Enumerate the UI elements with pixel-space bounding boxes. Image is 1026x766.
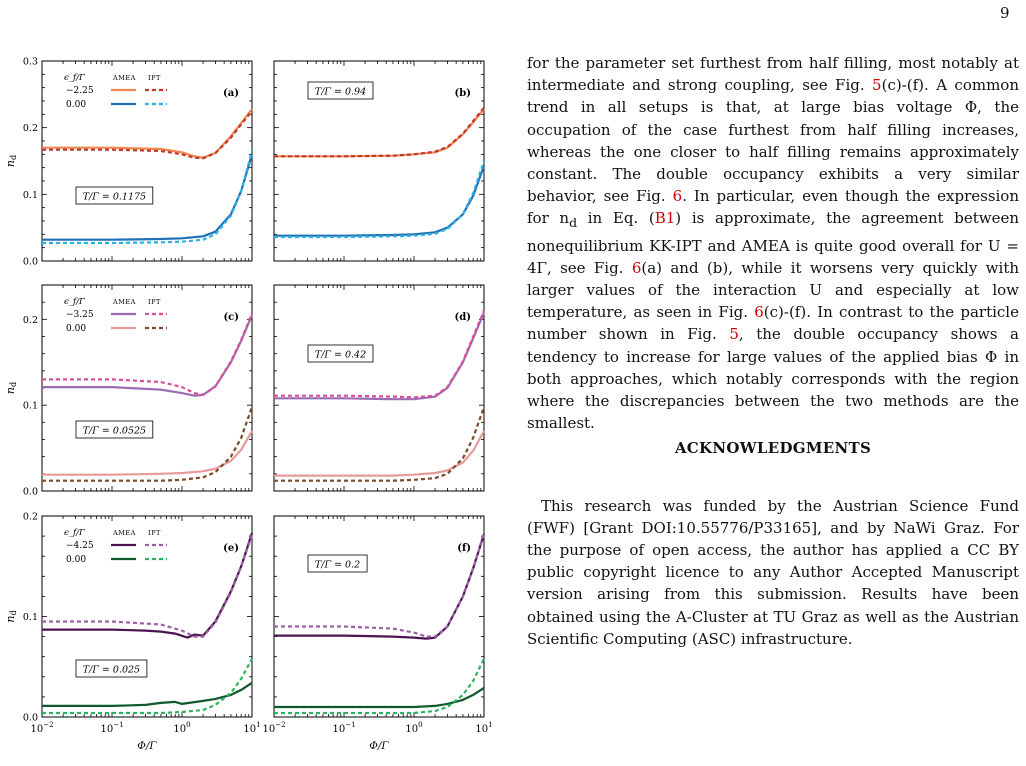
y-tick-label: 0.0 xyxy=(22,712,38,724)
series-line-amea-2 xyxy=(274,688,484,707)
panel-letter: (b) xyxy=(454,88,471,99)
legend-header: IPT xyxy=(148,298,161,306)
x-tick-label: $10^{-1}$ xyxy=(332,721,356,735)
series-line-ipt-3 xyxy=(274,659,484,713)
figure-reference-link[interactable]: 5 xyxy=(872,76,882,95)
legend-header: IPT xyxy=(148,74,161,82)
text-run: , the double occupancy shows a tendency to increase for large values of the applied bias Φ in both approaches, which notably corresponds with the region where the discrepancies between the two methods are the smallest. xyxy=(527,325,1019,433)
temperature-label: T/Γ = 0.42 xyxy=(314,349,367,361)
subscript: d xyxy=(569,215,578,231)
figure-reference-link[interactable]: 6 xyxy=(754,303,764,322)
chart-panel-e xyxy=(4,512,261,753)
legend-header: IPT xyxy=(148,529,161,537)
legend-eps-label: −2.25 xyxy=(66,86,94,96)
figure-reference-link[interactable]: 6 xyxy=(631,258,642,277)
series-line-ipt-3 xyxy=(274,407,484,481)
series-line-ipt-1 xyxy=(274,108,484,157)
text-run: ) is approximate, the agreement between nonequilibrium KK-IPT and AMEA is quite good overall for U = 4Γ, see Fig. xyxy=(527,209,1019,277)
series-line-ipt-1 xyxy=(42,111,252,158)
legend-header: AMEA xyxy=(113,298,136,306)
text-run: (a) and (b), while it worsens very quickly with larger values of the interaction U and especially at low temperature, as seen in Fig. xyxy=(527,258,1020,322)
acknowledgments-paragraph: This research was funded by the Austrian Science Fund (FWF) [Grant DOI:10.55776/P33165], and by NaWi Graz. For the purpose of open access, the author has applied a CC BY public copyright licence to any Author Accepted Manuscript version arising from this submission. Results have been obtained using the A-Cluster at TU Graz as well as the Austrian Scientific Computing (ASC) infrastructure. xyxy=(527,496,1019,648)
series-line-amea-0 xyxy=(274,534,484,639)
temperature-label: T/Γ = 0.025 xyxy=(82,664,141,676)
y-tick-label: 0.1 xyxy=(22,612,38,623)
text-run: (c)-(f). In contrast to the particle number shown in Fig. xyxy=(527,303,1019,344)
plot-frame xyxy=(274,285,484,491)
figure-reference-link[interactable]: 5 xyxy=(729,325,739,344)
chart-panel-b xyxy=(274,61,484,261)
text-column xyxy=(527,52,1019,650)
panel-letter: (f) xyxy=(457,543,471,554)
panel-letter: (c) xyxy=(223,312,239,323)
temperature-label: T/Γ = 0.1175 xyxy=(82,191,147,203)
x-axis-label: Φ/Γ xyxy=(137,740,157,752)
legend-header: AMEA xyxy=(113,529,136,537)
y-tick-label: 0.0 xyxy=(22,256,38,268)
y-axis-label: nd xyxy=(4,610,18,623)
y-tick-label: 0.0 xyxy=(22,486,38,498)
x-tick-label: $10^1$ xyxy=(243,721,261,735)
plot-frame xyxy=(274,61,484,261)
legend-header: ϵ_f/Γ xyxy=(64,73,85,83)
temperature-label: T/Γ = 0.0525 xyxy=(82,425,147,437)
x-tick-label: $10^{-2}$ xyxy=(30,721,54,735)
series-line-ipt-3 xyxy=(274,161,484,237)
legend-header: AMEA xyxy=(113,74,136,82)
temperature-label: T/Γ = 0.94 xyxy=(314,86,367,98)
legend-eps-label: 0.00 xyxy=(66,324,87,334)
series-line-amea-0 xyxy=(274,313,484,400)
legend-header: ϵ_f/Γ xyxy=(64,528,85,538)
y-tick-label: 0.2 xyxy=(22,123,38,135)
series-line-amea-2 xyxy=(274,431,484,476)
series-line-amea-2 xyxy=(42,683,252,706)
series-line-ipt-3 xyxy=(42,407,252,481)
series-line-ipt-1 xyxy=(274,533,484,637)
text-run: . In particular, even though the expression for n xyxy=(527,187,1019,228)
figure-reference-link[interactable]: 6 xyxy=(672,187,683,206)
legend-header: ϵ_f/Γ xyxy=(64,297,85,307)
chart-panel-a xyxy=(4,57,252,268)
legend-eps-label: 0.00 xyxy=(66,555,87,565)
y-tick-label: 0.1 xyxy=(22,189,38,201)
x-tick-label: $10^0$ xyxy=(405,721,423,735)
y-tick-label: 0.2 xyxy=(22,314,38,326)
chart-panel-f xyxy=(262,516,492,752)
y-axis-label: nd xyxy=(4,154,18,168)
x-tick-label: $10^0$ xyxy=(173,721,191,735)
chart-panel-c xyxy=(4,285,252,498)
legend-eps-label: −3.25 xyxy=(66,310,94,320)
text-run: for the parameter set furthest from half filling, most notably at intermediate and strong coupling, see Fig. xyxy=(527,54,1019,95)
y-tick-label: 0.1 xyxy=(22,400,38,412)
series-line-amea-2 xyxy=(274,166,484,236)
y-tick-label: 0.2 xyxy=(22,511,38,523)
x-axis-label: Φ/Γ xyxy=(369,740,389,752)
chart-panel-d xyxy=(274,285,484,491)
legend-eps-label: −4.25 xyxy=(66,541,94,551)
page-number: 9 xyxy=(1000,4,1010,22)
text-run: in Eq. ( xyxy=(577,209,655,228)
text-run: (c)-(f). A common trend in all setups is that, at large bias voltage Φ, the occupation of the case furthest from half filling increases, whereas the one closer to half filling remains approximately constant. The double occupancy exhibits a very similar behavior, see Fig. xyxy=(527,76,1019,206)
panel-letter: (a) xyxy=(223,88,239,99)
figure-reference-link[interactable]: B1 xyxy=(654,209,676,228)
x-tick-label: $10^1$ xyxy=(475,721,493,735)
series-line-ipt-1 xyxy=(274,311,484,398)
x-tick-label: $10^{-2}$ xyxy=(262,721,286,735)
temperature-label: T/Γ = 0.2 xyxy=(314,559,361,571)
y-tick-label: 0.3 xyxy=(22,56,38,68)
series-line-amea-0 xyxy=(274,109,484,156)
panel-letter: (e) xyxy=(223,543,239,554)
section-heading-acknowledgments: ACKNOWLEDGMENTS xyxy=(674,439,872,458)
x-tick-label: $10^{-1}$ xyxy=(100,721,124,735)
legend-eps-label: 0.00 xyxy=(66,100,87,110)
body-paragraph xyxy=(527,52,1019,434)
panel-letter: (d) xyxy=(454,312,471,323)
y-axis-label: nd xyxy=(4,381,18,395)
